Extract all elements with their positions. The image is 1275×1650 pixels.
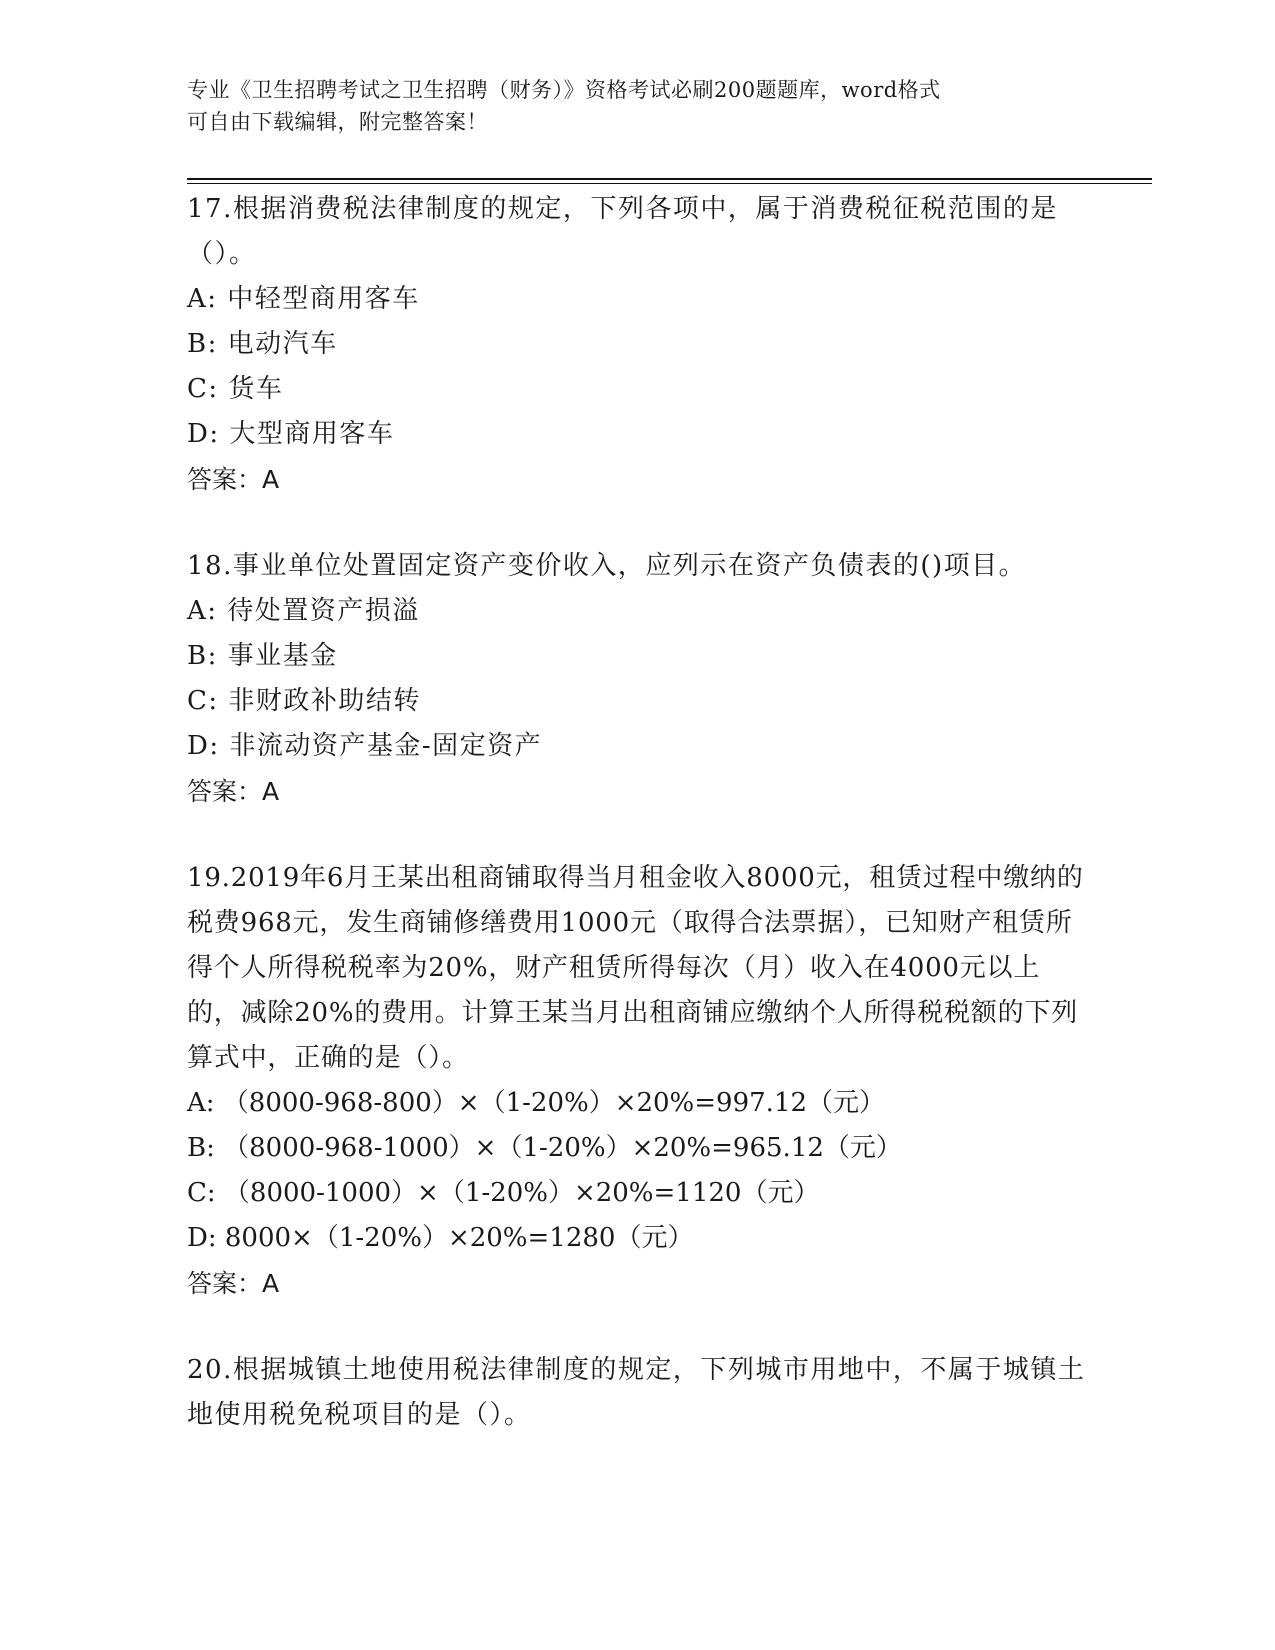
document-header [187, 74, 1087, 138]
header-divider-thin [187, 183, 1152, 184]
option-c: C: 货车 [187, 374, 284, 404]
option-a: A: （8000-968-800）×（1-20%）×20%=997.12（元） [187, 1088, 886, 1118]
option-a: A: 中轻型商用客车 [187, 284, 420, 314]
header-line-1: 专业《卫生招聘考试之卫生招聘（财务）》资格考试必刷200题题库，word格式 [187, 78, 941, 102]
header-line-2: 可自由下载编辑，附完整答案！ [187, 110, 488, 134]
question-20 [187, 1348, 1087, 1438]
question-19 [187, 856, 1087, 1306]
header-divider-thick [187, 178, 1152, 180]
option-b: B: （8000-968-1000）×（1-20%）×20%=965.12（元） [187, 1133, 902, 1163]
option-d: D: 非流动资产基金-固定资产 [187, 731, 543, 761]
option-b: B: 电动汽车 [187, 329, 338, 359]
question-stem: 17.根据消费税法律制度的规定，下列各项中，属于消费税征税范围的是（）。 [187, 194, 1058, 269]
option-d: D: 大型商用客车 [187, 419, 395, 449]
question-stem: 20.根据城镇土地使用税法律制度的规定，下列城市用地中，不属于城镇土地使用税免税项目的是（）。 [187, 1355, 1086, 1430]
question-17 [187, 187, 1087, 502]
answer-line: 答案：A [187, 465, 280, 494]
option-c: C: （8000-1000）×（1-20%）×20%=1120（元） [187, 1178, 820, 1208]
question-list [187, 187, 1087, 1480]
question-18 [187, 544, 1087, 814]
option-b: B: 事业基金 [187, 641, 338, 671]
question-stem: 19.2019年6月王某出租商铺取得当月租金收入8000元，租赁过程中缴纳的税费968元，发生商铺修缮费用1000元（取得合法票据），已知财产租赁所得个人所得税税率为20%，财产租赁所得每次（月）收入在4000元以上的，减除20%的费用。计算王某当月出租商铺应缴纳个人所得税税额的下列算式中，正确的是（）。 [187, 863, 1084, 1073]
option-a: A: 待处置资产损溢 [187, 596, 420, 626]
answer-line: 答案：A [187, 1269, 280, 1298]
question-stem: 18.事业单位处置固定资产变价收入，应列示在资产负债表的()项目。 [187, 551, 1027, 581]
option-d: D: 8000×（1-20%）×20%=1280（元） [187, 1223, 694, 1253]
answer-line: 答案：A [187, 777, 280, 806]
option-c: C: 非财政补助结转 [187, 686, 421, 716]
